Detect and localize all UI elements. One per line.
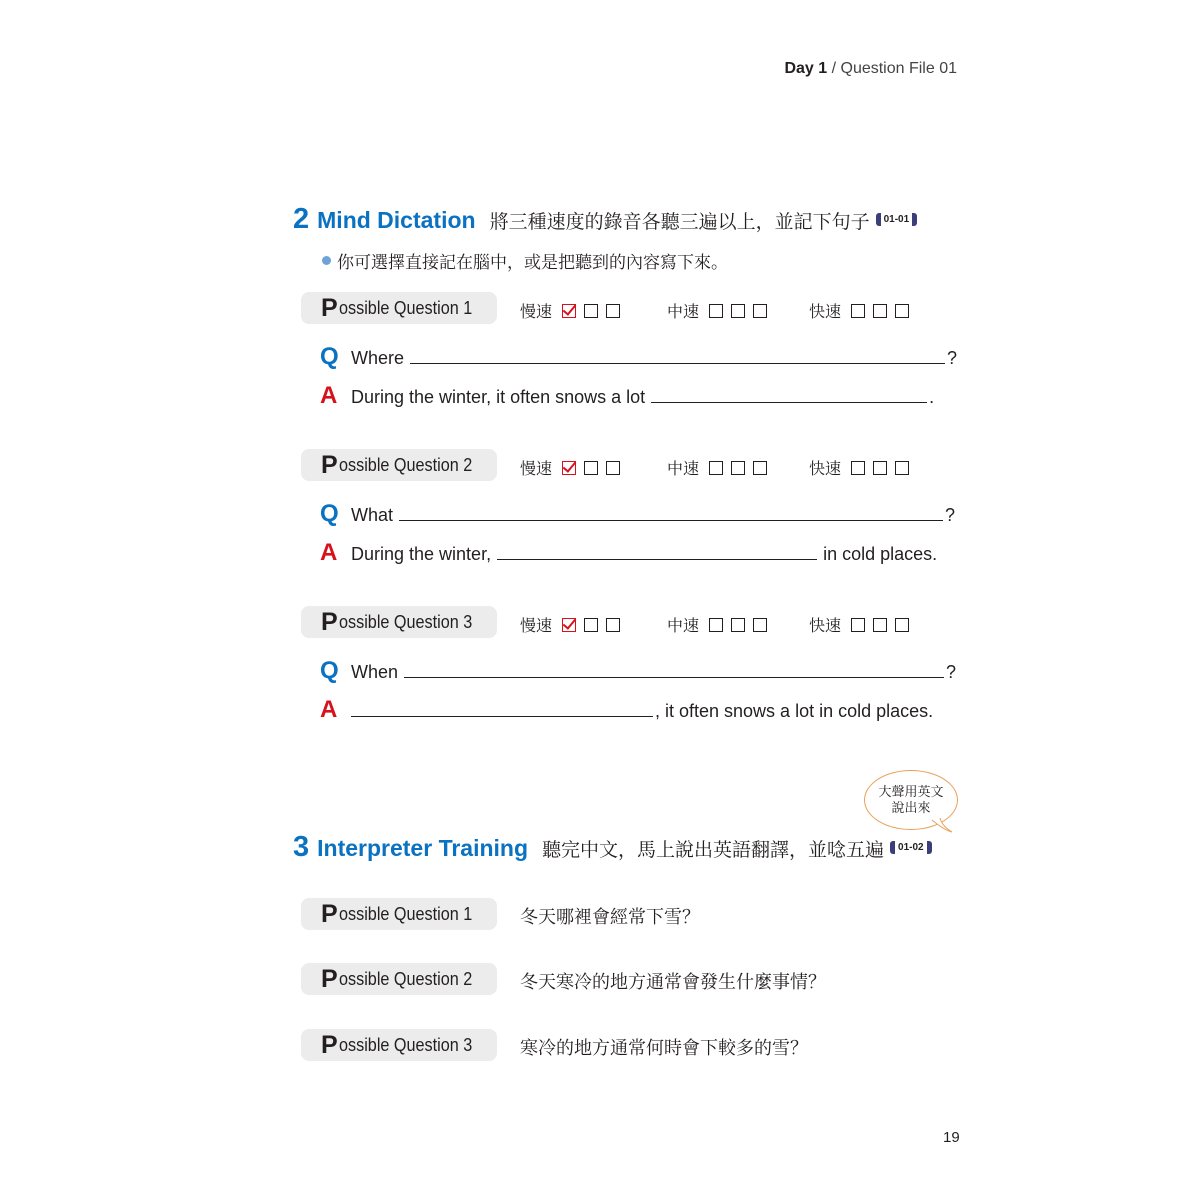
bubble-line-1: 大聲用英文 — [878, 784, 944, 799]
speed-fast-group-3 — [809, 613, 909, 636]
answer-end: . — [929, 387, 935, 407]
question-text: What — [351, 505, 394, 525]
q-marker: Q — [320, 343, 339, 370]
checkbox[interactable] — [851, 618, 865, 632]
checkbox[interactable] — [753, 618, 767, 632]
section-2-number: 2 — [293, 203, 310, 235]
audio-track-badge[interactable] — [876, 213, 918, 226]
checkbox[interactable] — [895, 304, 909, 318]
checkbox[interactable] — [709, 461, 723, 475]
checkbox[interactable] — [731, 618, 745, 632]
checkbox[interactable] — [584, 618, 598, 632]
speed-medium-label: 中速 — [667, 461, 700, 478]
checkbox[interactable] — [851, 461, 865, 475]
question-end: ? — [945, 505, 956, 525]
bubble-line-2: 說出來 — [891, 800, 931, 815]
section-3-number: 3 — [293, 831, 310, 863]
checkbox[interactable] — [606, 461, 620, 475]
label-rest: ossible Question 3 — [338, 1034, 472, 1055]
label-initial: P — [321, 899, 338, 928]
audio-track-number: 01-02 — [898, 842, 924, 853]
answer-blank[interactable] — [497, 545, 817, 560]
possible-question-3-label — [301, 606, 497, 638]
answer-blank[interactable] — [399, 506, 943, 521]
checkbox[interactable] — [851, 304, 865, 318]
speed-fast-label: 快速 — [809, 461, 842, 478]
answer-end: in cold places. — [823, 544, 938, 564]
question-end: ? — [946, 662, 957, 682]
speed-fast-label: 快速 — [809, 304, 842, 321]
checkbox[interactable] — [709, 618, 723, 632]
audio-right-icon — [927, 841, 932, 854]
label-initial: P — [321, 1030, 338, 1059]
answer-line-1 — [320, 382, 934, 410]
question-text: When — [351, 662, 399, 682]
checkbox[interactable] — [731, 461, 745, 475]
label-rest: ossible Question 2 — [338, 454, 472, 475]
section-2-note — [322, 248, 728, 273]
section-3-description: 聽完中文，馬上說出英語翻譯，並唸五遍 — [542, 840, 885, 861]
label-initial: P — [321, 607, 338, 636]
speed-medium-group-1 — [667, 299, 767, 322]
a-marker: A — [320, 696, 338, 723]
a-marker: A — [320, 382, 338, 409]
answer-text: During the winter, — [351, 544, 492, 564]
section-2-title — [293, 203, 917, 236]
label-rest: ossible Question 2 — [338, 968, 472, 989]
section-3-title — [293, 831, 932, 864]
audio-right-icon — [912, 213, 917, 226]
speed-fast-label: 快速 — [809, 618, 842, 635]
question-line-2 — [320, 500, 955, 528]
answer-blank[interactable] — [351, 702, 653, 717]
question-end: ? — [947, 348, 958, 368]
checkbox[interactable] — [606, 304, 620, 318]
q-marker: Q — [320, 500, 339, 527]
label-initial: P — [321, 293, 338, 322]
answer-blank[interactable] — [404, 663, 944, 678]
label-initial: P — [321, 450, 338, 479]
checkbox[interactable] — [873, 461, 887, 475]
page-number: 19 — [943, 1129, 960, 1146]
checkbox[interactable] — [753, 461, 767, 475]
label-rest: ossible Question 3 — [338, 611, 472, 632]
a-marker: A — [320, 539, 338, 566]
section-2-description: 將三種速度的錄音各聽三遍以上，並記下句子 — [489, 212, 870, 233]
speed-medium-label: 中速 — [667, 618, 700, 635]
answer-line-3 — [320, 696, 933, 724]
speed-fast-group-2 — [809, 456, 909, 479]
checkbox[interactable] — [606, 618, 620, 632]
checkbox[interactable] — [584, 461, 598, 475]
interpreter-question-2-text: 冬天寒冷的地方通常會發生什麼事情？ — [520, 972, 826, 992]
interpreter-question-1-text: 冬天哪裡會經常下雪？ — [520, 907, 700, 927]
speed-slow-label: 慢速 — [520, 304, 553, 321]
question-text: Where — [351, 348, 405, 368]
interpreter-question-2-label — [301, 963, 497, 995]
label-rest: ossible Question 1 — [338, 297, 472, 318]
answer-line-2 — [320, 539, 937, 567]
checkbox[interactable] — [895, 618, 909, 632]
checkbox[interactable] — [873, 304, 887, 318]
speed-fast-group-1 — [809, 299, 909, 322]
checkbox[interactable] — [753, 304, 767, 318]
speed-medium-group-3 — [667, 613, 767, 636]
checkbox[interactable] — [709, 304, 723, 318]
header-day: Day 1 — [784, 60, 828, 77]
possible-question-2-label — [301, 449, 497, 481]
audio-track-badge[interactable] — [890, 841, 932, 854]
answer-blank[interactable] — [410, 349, 945, 364]
checkbox[interactable] — [895, 461, 909, 475]
header-file: / Question File 01 — [827, 60, 957, 77]
checkbox-checked[interactable] — [562, 461, 576, 475]
answer-text: During the winter, it often snows a lot — [351, 387, 646, 407]
speed-slow-group-3 — [520, 613, 620, 636]
speed-slow-group-1 — [520, 299, 620, 322]
bubble-tail-icon — [930, 816, 954, 836]
label-rest: ossible Question 1 — [338, 903, 472, 924]
answer-blank[interactable] — [651, 388, 927, 403]
q-marker: Q — [320, 657, 339, 684]
speed-slow-group-2 — [520, 456, 620, 479]
section-3-name: Interpreter Training — [317, 835, 529, 861]
section-2-name: Mind Dictation — [317, 207, 476, 233]
bullet-dot-icon — [322, 256, 331, 265]
interpreter-question-1-label — [301, 898, 497, 930]
speed-medium-label: 中速 — [667, 304, 700, 321]
audio-track-number: 01-01 — [883, 214, 910, 225]
label-initial: P — [321, 964, 338, 993]
checkbox-checked[interactable] — [562, 618, 576, 632]
interpreter-question-3-label — [301, 1029, 497, 1061]
note-text: 你可選擇直接記在腦中，或是把聽到的內容寫下來。 — [337, 253, 728, 272]
speed-slow-label: 慢速 — [520, 461, 553, 478]
speed-slow-label: 慢速 — [520, 618, 553, 635]
checkbox[interactable] — [584, 304, 598, 318]
possible-question-1-label — [301, 292, 497, 324]
checkbox[interactable] — [731, 304, 745, 318]
question-line-3 — [320, 657, 956, 685]
checkbox-checked[interactable] — [562, 304, 576, 318]
question-line-1 — [320, 343, 957, 371]
interpreter-question-3-text: 寒冷的地方通常何時會下較多的雪？ — [520, 1038, 808, 1058]
page-header — [784, 60, 957, 78]
checkbox[interactable] — [873, 618, 887, 632]
answer-end: , it often snows a lot in cold places. — [655, 701, 934, 721]
speed-medium-group-2 — [667, 456, 767, 479]
